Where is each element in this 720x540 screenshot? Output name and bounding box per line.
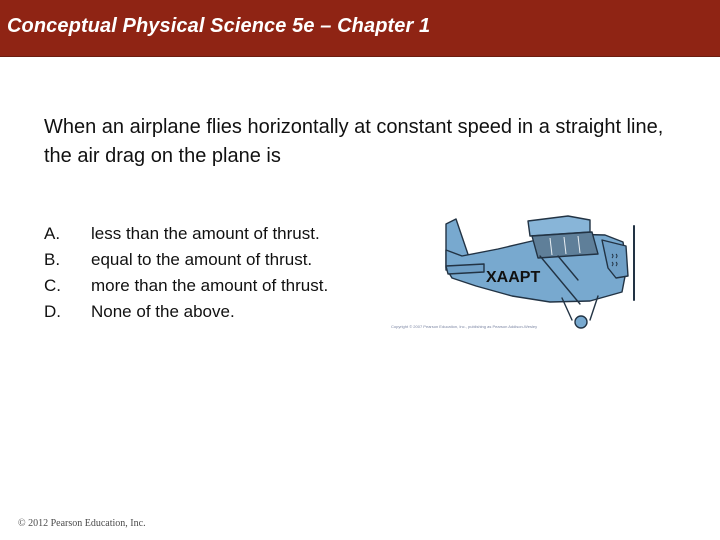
question-text: When an airplane flies horizontally at constant speed in a straight line, the air drag on the plane is [44,116,664,167]
answer-options [44,221,404,325]
option-c [44,273,404,299]
option-d-letter: D. [44,302,61,321]
airplane-tail-number: XAAPT [486,269,541,286]
illustration-credit: Copyright © 2007 Pearson Education, Inc., publishing as Pearson Addison-Wesley [391,324,538,329]
option-b-letter: B. [44,250,61,269]
option-d-text: None of the above. [91,302,235,321]
option-d [44,299,404,325]
option-a-text: less than the amount of thrust. [91,224,320,243]
airplane-stabilizer [446,264,484,274]
airplane-illustration [440,210,650,335]
footer-copyright: © 2012 Pearson Education, Inc. [18,518,146,529]
option-b-text: equal to the amount of thrust. [91,250,313,269]
option-a-letter: A. [44,224,61,243]
option-b [44,247,404,273]
slide-header [0,0,720,57]
option-c-text: more than the amount of thrust. [91,276,329,295]
slide-title: Conceptual Physical Science 5e – Chapter 1 [7,15,431,37]
option-a [44,221,404,247]
option-c-letter: C. [44,276,61,295]
airplane-wheel [575,316,587,328]
